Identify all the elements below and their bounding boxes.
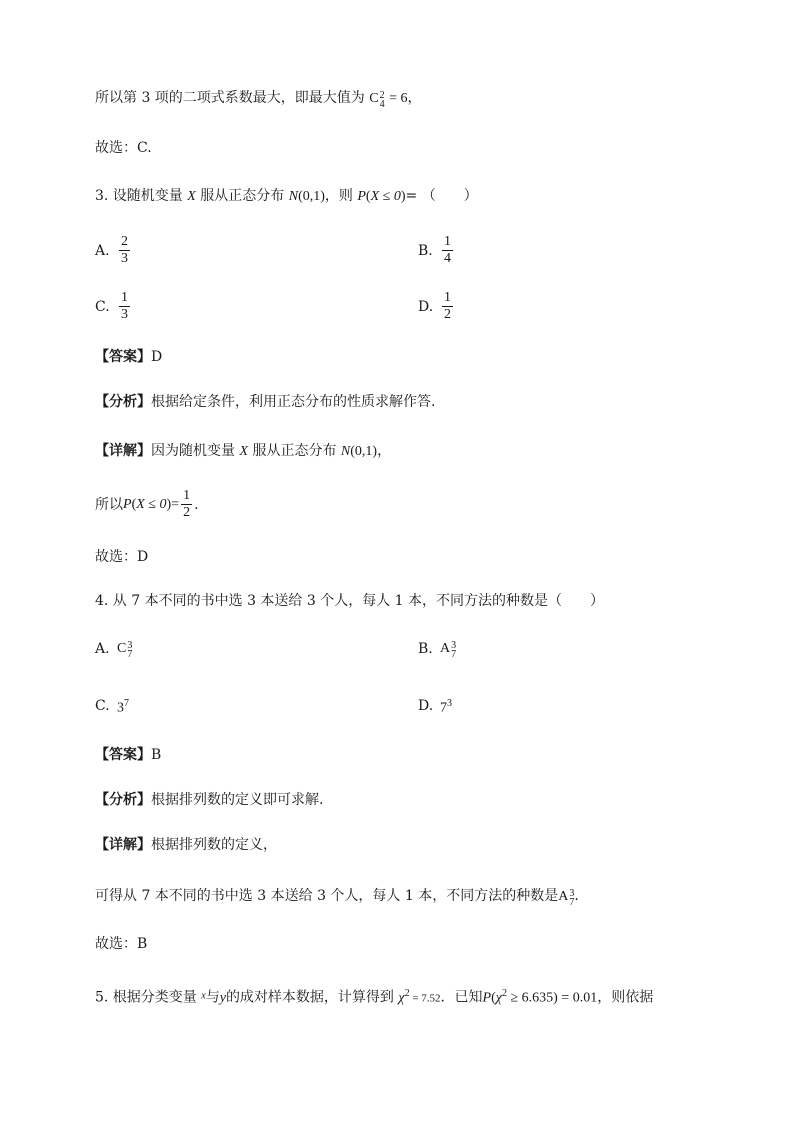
q3-conclusion: 所以 P ( X ≤ 0 ) = $\frac{1}{2}$ . [95, 488, 199, 520]
fraction-one-half [181, 488, 192, 521]
denominator: 2 [444, 307, 451, 322]
choose-line-b: 故选：B [95, 936, 148, 952]
text: 5. 根据分类变量 [95, 989, 197, 1006]
fraction [119, 234, 130, 267]
punct: . [194, 496, 199, 513]
denominator: 2 [183, 505, 191, 520]
power-base: 3 [117, 700, 124, 716]
option-label: C. [95, 698, 110, 715]
var-p: P [482, 990, 492, 1006]
comb-sub: 7 [127, 649, 133, 660]
var-chi: χ [398, 990, 405, 1006]
answer-tag: 【答案】 [95, 747, 151, 763]
perm-sub: 7 [451, 649, 457, 660]
numerator: 1 [444, 234, 451, 249]
text: 3. 设随机变量 [95, 188, 183, 204]
text: ，则依据 [597, 989, 654, 1006]
punct: ， [407, 90, 422, 106]
var-y: y [219, 990, 226, 1006]
power-exp: 7 [124, 698, 129, 709]
option-label: B. [418, 242, 433, 259]
var-n: N [340, 444, 351, 459]
fraction [119, 290, 130, 323]
numerator: 1 [444, 290, 451, 305]
analysis-text: 根据给定条件，利用正态分布的性质求解作答. [151, 394, 436, 410]
comb-base: C [369, 91, 379, 106]
question-4: 4. 从 7 本不同的书中选 3 本送给 3 个人，每人 1 本，不同方法的种数是（ ） [95, 593, 605, 609]
q4-detail [95, 835, 277, 855]
text: ，则 [324, 188, 353, 204]
solution-line-max-coefficient [95, 88, 421, 109]
power-exp: 3 [447, 698, 452, 709]
question-3: 3. 设随机变量 X 服从正态分布 N(0,1)，则 P(X ≤ 0)= （ ） [95, 188, 478, 204]
text: 因为随机变量 [151, 443, 235, 459]
var-p: P [357, 189, 366, 204]
var-chi: χ [495, 990, 502, 1006]
text: 所以 [95, 496, 123, 513]
perm-base: A [440, 641, 451, 656]
perm-sup: 3 [569, 888, 575, 899]
q3-option-a[interactable] [95, 234, 132, 267]
chi-value: = 7.52 [409, 992, 441, 1005]
fraction [442, 290, 453, 323]
denominator: 4 [444, 251, 451, 266]
combination-c-7-3 [117, 640, 132, 658]
q4-analysis [95, 790, 323, 810]
condition: X ≤ 0 [370, 189, 401, 204]
option-label: D. [418, 698, 434, 715]
comb-sup: 2 [379, 90, 385, 101]
question-5: 5. 根据分类变量 $^x$与y的成对样本数据，计算得到 $\chi^2 = 7.52$．已知$P(\chi^2 \ge 6.635) = 0.01$，则依据 [95, 988, 654, 1006]
var-p: P [123, 496, 132, 512]
analysis-tag: 【分析】 [95, 792, 151, 808]
detail-text: 根据排列数的定义， [151, 837, 277, 853]
var-x: X [239, 444, 249, 459]
chi-exp: 2 [404, 988, 410, 999]
q3-option-b[interactable] [418, 234, 455, 267]
choose-line-d: 故选：D [95, 549, 149, 565]
q3-option-c[interactable] [95, 290, 132, 323]
numerator: 1 [183, 488, 191, 503]
q4-option-b[interactable] [418, 640, 456, 658]
text: 服从正态分布 [200, 188, 285, 204]
combination-c-4-2 [369, 89, 384, 109]
comb-base: C [117, 641, 127, 656]
equals-value: = 0.01 [557, 990, 598, 1006]
permutation-a-7-3 [558, 887, 574, 907]
q4-answer [95, 745, 161, 765]
var-x: X [187, 189, 196, 204]
power-base: 7 [440, 700, 447, 716]
q3-analysis [95, 392, 435, 412]
text: 与 [205, 989, 220, 1006]
perm-sup: 3 [451, 640, 457, 651]
condition: X ≤ 0 [136, 496, 167, 512]
q4-option-d[interactable] [418, 695, 452, 718]
analysis-tag: 【分析】 [95, 394, 151, 410]
q3-detail [95, 441, 391, 462]
q4-option-c[interactable] [95, 695, 129, 718]
denominator: 3 [121, 307, 128, 322]
punct: ， [377, 443, 392, 459]
text: 可得从 7 本不同的书中选 3 本送给 3 个人，每人 1 本，不同方法的种数是 [95, 888, 559, 904]
q3-answer [95, 347, 162, 367]
text: 服从正态分布 [252, 443, 337, 459]
perm-base: A [558, 889, 569, 904]
text: 的成对样本数据，计算得到 [225, 989, 394, 1006]
perm-sub: 7 [569, 897, 575, 908]
answer-value: B [151, 747, 162, 763]
var-n: N [288, 189, 299, 204]
condition: ≥ 6.635 [506, 990, 554, 1006]
option-label: A. [95, 242, 110, 259]
detail-tag: 【详解】 [95, 443, 151, 459]
option-label: B. [418, 641, 433, 657]
text: = （ ） [405, 188, 478, 204]
args: (0,1) [298, 189, 325, 204]
option-label: C. [95, 298, 110, 315]
analysis-text: 根据排列数的定义即可求解. [151, 792, 324, 808]
equals: = [171, 496, 180, 512]
comb-sup: 3 [127, 640, 133, 651]
denominator: 3 [121, 251, 128, 266]
numerator: 1 [121, 290, 128, 305]
option-label: A. [95, 641, 110, 657]
chi-exp: 2 [501, 988, 507, 999]
equation-value: = 6 [389, 91, 408, 106]
text: 所以第 3 项的二项式系数最大，即最大值为 [95, 90, 365, 106]
answer-tag: 【答案】 [95, 349, 151, 365]
option-label: D. [418, 298, 434, 315]
q3-option-d[interactable] [418, 290, 455, 323]
q4-conclusion [95, 886, 579, 907]
choose-line-c: 故选：C. [95, 140, 152, 156]
var-x: x [201, 990, 206, 1002]
numerator: 2 [121, 234, 128, 249]
comb-sub: 4 [379, 99, 385, 110]
detail-tag: 【详解】 [95, 837, 151, 853]
fraction [442, 234, 453, 267]
answer-value: D [151, 349, 163, 365]
punct: . [574, 888, 579, 904]
text: ．已知 [440, 989, 483, 1006]
args: (0,1) [350, 444, 378, 459]
q4-option-a[interactable] [95, 640, 132, 658]
permutation-a-7-3 [440, 640, 456, 658]
